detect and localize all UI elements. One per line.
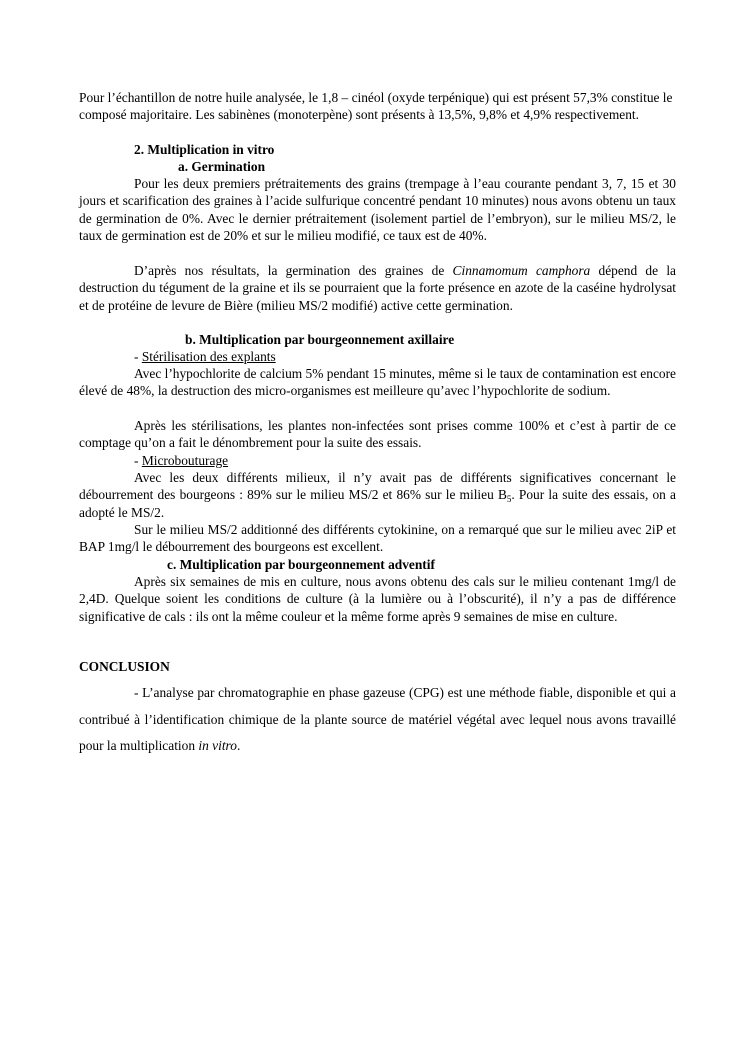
microbouturage-label — [134, 452, 228, 469]
microbouturage-p1-end: . Pour la suite des essais, on a adopté le MS/2. — [79, 487, 676, 520]
medium-subscript: 5 — [506, 494, 512, 505]
subsection-a-heading: a. Germination — [178, 159, 266, 174]
conclusion-text-end: . — [236, 738, 241, 753]
germination-paragraph-2 — [79, 262, 676, 314]
sterilisation-paragraph-2: Après les stérilisations, les plantes non-infectées sont prises comme 100% et c’est à partir de ce comptage qu’on a fait le dénombrement pour la suite des essais. — [79, 418, 676, 451]
subsection-c-heading: c. Multiplication par bourgeonnement adventif — [167, 557, 435, 572]
adventif-paragraph: Après six semaines de mis en culture, nous avons obtenu des cals sur le milieu contenant 1mg/l de 2,4D. Quelque soient les conditions de culture (à la lumière ou à l’obscurité), il n’y a pas de différence significative de cals : ils ont la même couleur et la même forme après 9 semaines de mise en culture. — [79, 574, 676, 624]
microbouturage-title: Microbouturage — [141, 453, 229, 468]
subsection-b-heading: b. Multiplication par bourgeonnement axillaire — [185, 332, 455, 347]
sterilisation-title: Stérilisation des explants — [141, 349, 276, 364]
microbouturage-paragraph-2: Sur le milieu MS/2 additionné des différents cytokinine, on a remarqué que sur le milieu avec 2iP et BAP 1mg/l le débourrement des bourgeons est excellent. — [79, 522, 676, 555]
sterilisation-dash: - — [134, 349, 142, 364]
conclusion-paragraph — [79, 680, 676, 760]
microbouturage-p1-start: Avec les deux différents milieux, il n’y avait pas de différents significatives concernant le débourrement des bourgeons : 89% sur le milieu MS/2 et 86% sur le milieu B — [79, 470, 676, 503]
conclusion-heading: CONCLUSION — [79, 659, 170, 674]
microbouturage-dash: - — [134, 453, 142, 468]
conclusion-text-start: - L’analyse par chromatographie en phase gazeuse (CPG) est une méthode fiable, disponible et qui a contribué à l’identification chimique de la plante source de matériel végétal avec lequel nous avons travaillé pour la multiplication — [79, 685, 676, 753]
sterilisation-paragraph-1: Avec l’hypochlorite de calcium 5% pendant 15 minutes, même si le taux de contamination est encore élevé de 48%, la destruction des micro-organismes est meilleure qu’avec l’hypochlorite de sodium. — [79, 366, 676, 399]
germination-p2-end: dépend de la destruction du tégument de la graine et ils se pourraient que la forte présence en azote de la caséine hydrolysat et de protéine de levure de Bière (milieu MS/2 modifié) active cette germination. — [79, 263, 676, 313]
microbouturage-paragraph-1 — [79, 469, 676, 521]
germination-paragraph-1: Pour les deux premiers prétraitements des grains (trempage à l’eau courante pendant 3, 7, 15 et 30 jours et scarification des graines à l’acide sulfurique concentré pendant 10 minutes) nous avons obtenu un taux de germination de 0%. Avec le dernier prétraitement (isolement partiel de l’embryon), sur le milieu MS/2, le taux de germination est de 20% et sur le milieu modifié, ce taux est de 40%. — [79, 176, 676, 244]
sterilisation-label — [134, 348, 276, 365]
conclusion-text-italic: in vitro — [198, 738, 237, 753]
species-name: Cinnamomum camphora — [452, 263, 591, 278]
intro-paragraph: Pour l’échantillon de notre huile analysée, le 1,8 – cinéol (oxyde terpénique) qui est présent 57,3% constitue le composé majoritaire. Les sabinènes (monoterpène) sont présents à 13,5%, 9,8% et 4,9% respectivement. — [79, 90, 673, 123]
germination-p2-start: D’après nos résultats, la germination des graines de — [134, 263, 453, 278]
section-2-heading: 2. Multiplication in vitro — [134, 142, 275, 157]
